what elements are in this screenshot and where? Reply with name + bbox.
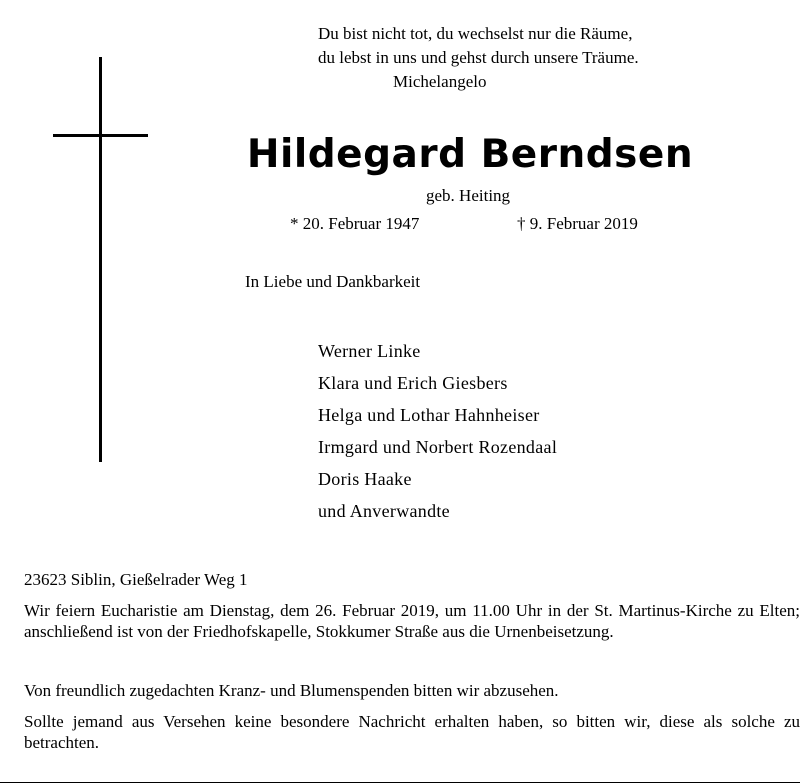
epigraph-quote xyxy=(300,22,740,94)
mourner-item: Klara und Erich Giesbers xyxy=(318,373,508,393)
family-address: 23623 Siblin, Gießelrader Weg 1 xyxy=(24,570,248,589)
mourner-item: Werner Linke xyxy=(318,341,421,361)
service-paragraph: Wir feiern Eucharistie am Dienstag, dem 26. Februar 2019, um 11.00 Uhr in der St. Martinus-Kirche zu Elten; anschließend ist von der Friedhofskapelle, Stokkumer Straße aus die Urnenbeisetzung. xyxy=(24,601,800,641)
dedication-line: In Liebe und Dankbarkeit xyxy=(245,272,421,291)
quote-line-2: du lebst in uns und gehst durch unsere Träume. xyxy=(318,48,639,67)
maiden-name: geb. Heiting xyxy=(426,186,511,205)
quote-author: Michelangelo xyxy=(393,72,487,91)
mourner-item: Irmgard und Norbert Rozendaal xyxy=(318,437,558,457)
notice-paragraph: Sollte jemand aus Versehen keine besondere Nachricht erhalten haben, so bitten wir, diese als solche zu betrachten. xyxy=(24,712,800,752)
birth-date: * 20. Februar 1947 xyxy=(290,214,420,233)
death-date: † 9. Februar 2019 xyxy=(517,214,638,233)
deceased-name: Hildegard Berndsen xyxy=(246,132,694,177)
flowers-paragraph: Von freundlich zugedachten Kranz- und Blumenspenden bitten wir abzusehen. xyxy=(24,681,559,700)
mourner-item: Doris Haake xyxy=(318,469,412,489)
quote-line-1: Du bist nicht tot, du wechselst nur die Räume, xyxy=(318,24,633,43)
mourner-item: und Anverwandte xyxy=(318,501,450,521)
cross-vertical-bar xyxy=(99,57,102,462)
mourners-list xyxy=(318,335,557,527)
mourner-item: Helga und Lothar Hahnheiser xyxy=(318,405,540,425)
